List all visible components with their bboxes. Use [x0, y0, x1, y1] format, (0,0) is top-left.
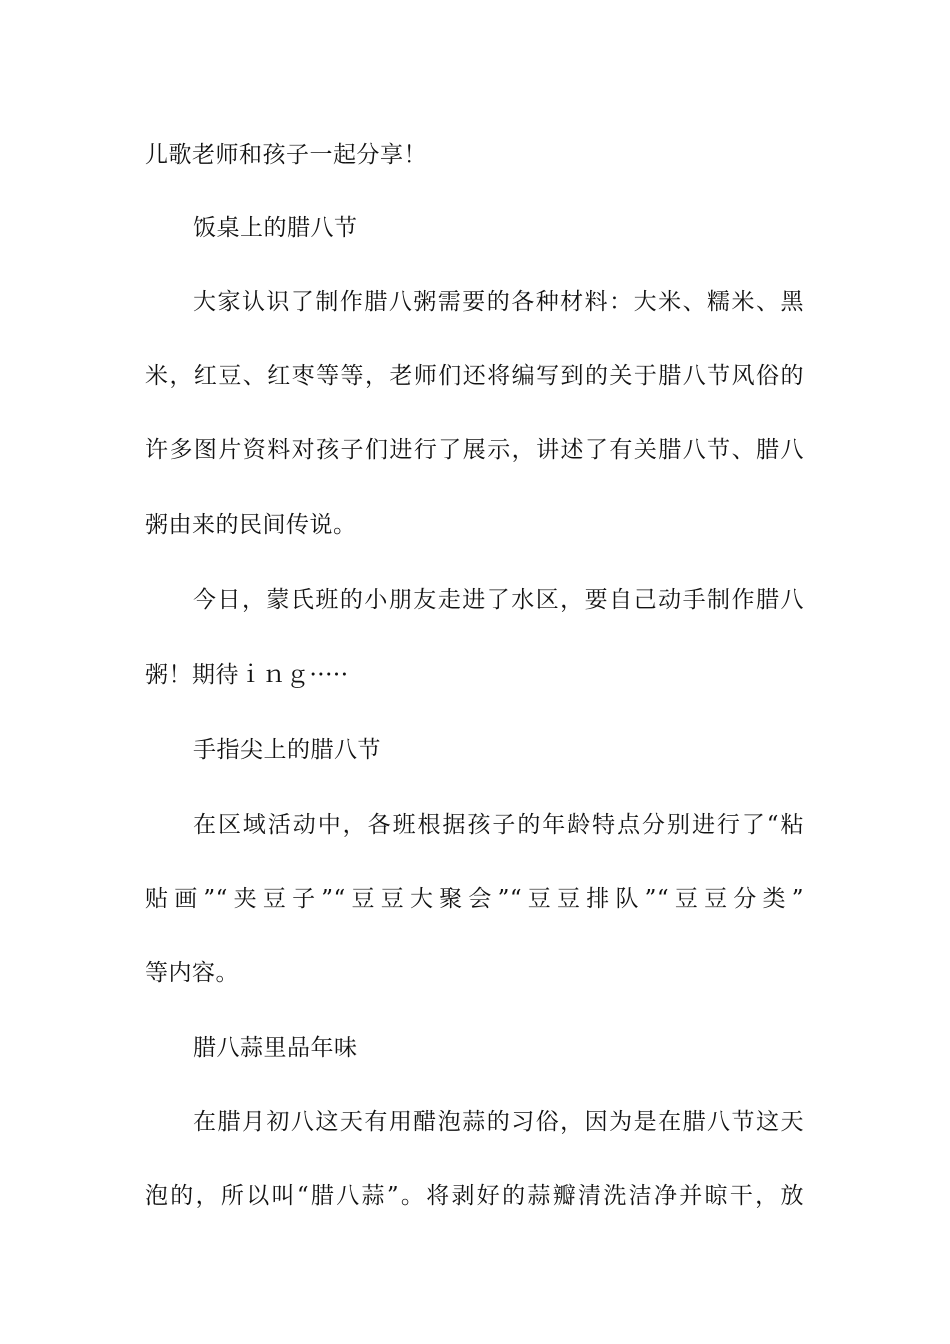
- paragraph-line: 今日，蒙氏班的小朋友走进了水区，要自己动手制作腊八: [193, 587, 804, 613]
- paragraph-line: 在腊月初八这天有用醋泡蒜的习俗，因为是在腊八节这天: [193, 1109, 804, 1135]
- paragraph-line: 贴画”“夹豆子”“豆豆大聚会”“豆豆排队”“豆豆分类”: [145, 886, 804, 912]
- section-heading: 手指尖上的腊八节: [193, 737, 381, 763]
- paragraph-line: 泡的，所以叫“腊八蒜”。将剥好的蒜瓣清洗洁净并晾干，放: [145, 1183, 804, 1209]
- paragraph-line: 等内容。: [145, 960, 239, 986]
- section-heading: 饭桌上的腊八节: [193, 215, 358, 241]
- paragraph-line: 在区域活动中，各班根据孩子的年龄特点分别进行了“粘: [193, 812, 804, 838]
- paragraph-line: 米，红豆、红枣等等，老师们还将编写到的关于腊八节风俗的: [145, 363, 804, 389]
- paragraph-line: 许多图片资料对孩子们进行了展示，讲述了有关腊八节、腊八: [145, 437, 804, 463]
- paragraph-line: 大家认识了制作腊八粥需要的各种材料：大米、糯米、黑: [193, 289, 804, 315]
- paragraph-line: 粥！期待ｉｎｇ·····: [145, 662, 349, 688]
- text-line: 儿歌老师和孩子一起分享！: [145, 142, 427, 168]
- paragraph-line: 粥由来的民间传说。: [145, 512, 357, 538]
- section-heading: 腊八蒜里品年味: [193, 1035, 358, 1061]
